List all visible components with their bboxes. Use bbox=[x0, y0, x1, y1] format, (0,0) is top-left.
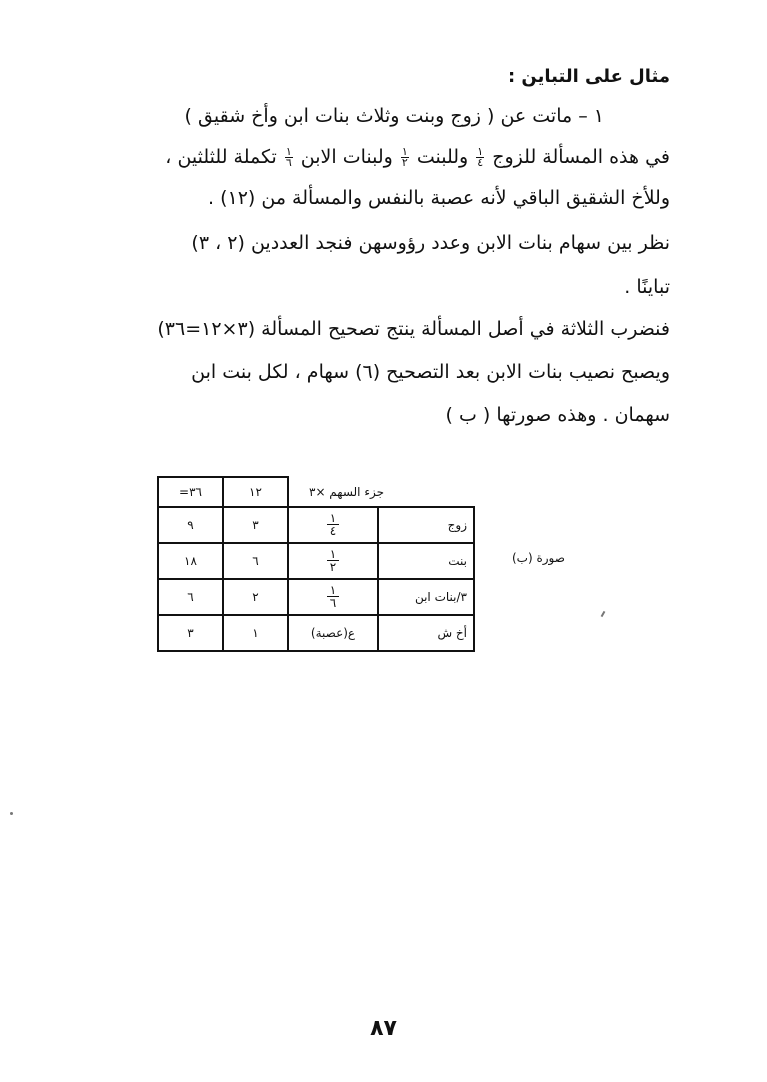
line2-text-4: تكملة للثلثين ، bbox=[165, 146, 277, 168]
row-corrected: ٦ bbox=[158, 579, 223, 615]
row-share: $\frac{١}{٢}$ bbox=[288, 543, 378, 579]
line2-text-2: وللبنت bbox=[416, 146, 469, 168]
row-corrected: ١٨ bbox=[158, 543, 223, 579]
table-row bbox=[158, 615, 474, 651]
heading: مثال على التباين : bbox=[507, 66, 670, 87]
header-base: ١٢ bbox=[223, 477, 288, 507]
example-line-3: وللأخ الشقيق الباقي لأنه عصبة بالنفس والمسألة من (١٢) . bbox=[208, 187, 670, 209]
table-row bbox=[158, 579, 474, 615]
row-base: ٦ bbox=[223, 543, 288, 579]
table-row bbox=[158, 507, 474, 543]
row-corrected: ٩ bbox=[158, 507, 223, 543]
example-line-7: ويصبح نصيب بنات الابن بعد التصحيح (٦) سهام ، لكل بنت ابن bbox=[191, 361, 670, 383]
page-number: ٨٧ bbox=[370, 1016, 397, 1041]
row-heir: بنت bbox=[378, 543, 474, 579]
row-share: $\frac{١}{٦}$ bbox=[288, 579, 378, 615]
fraction-quarter: $\frac{١}{٤}$ bbox=[477, 145, 484, 169]
line2-text-3: ولبنات الابن bbox=[300, 146, 393, 168]
table-row bbox=[158, 543, 474, 579]
figure-caption: صورة (ب) bbox=[512, 551, 565, 565]
line2-text-1: في هذه المسألة للزوج bbox=[492, 146, 670, 168]
example-line-5: تباينًا . bbox=[624, 276, 670, 298]
example-line-6: فنضرب الثلاثة في أصل المسألة ينتج تصحيح المسألة (٣×١٢=٣٦) bbox=[157, 318, 670, 340]
header-share-label: جزء السهم ×٣ bbox=[288, 477, 474, 507]
row-heir: أخ ش bbox=[378, 615, 474, 651]
row-base: ١ bbox=[223, 615, 288, 651]
row-base: ٣ bbox=[223, 507, 288, 543]
row-base: ٢ bbox=[223, 579, 288, 615]
row-share: $\frac{١}{٤}$ bbox=[288, 507, 378, 543]
inheritance-table bbox=[157, 476, 475, 652]
header-corrected: =٣٦ bbox=[158, 477, 223, 507]
table-header-row bbox=[158, 477, 474, 507]
row-corrected: ٣ bbox=[158, 615, 223, 651]
fraction-sixth: $\frac{١}{٦}$ bbox=[285, 145, 292, 169]
row-heir: زوج bbox=[378, 507, 474, 543]
example-line-2 bbox=[165, 142, 670, 172]
scan-speck bbox=[10, 812, 13, 815]
example-line-8: سهمان . وهذه صورتها ( ب ) bbox=[445, 404, 670, 426]
example-line-1: ١ – ماتت عن ( زوج وبنت وثلاث بنات ابن وأخ شقيق ) bbox=[184, 105, 604, 127]
scan-speck bbox=[601, 611, 606, 617]
row-heir: ٣/بنات ابن bbox=[378, 579, 474, 615]
row-share: ع(عصبة) bbox=[288, 615, 378, 651]
example-line-4: نظر بين سهام بنات الابن وعدد رؤوسهن فنجد العددين (٢ ، ٣) bbox=[191, 232, 670, 254]
fraction-half: $\frac{١}{٢}$ bbox=[401, 145, 408, 169]
